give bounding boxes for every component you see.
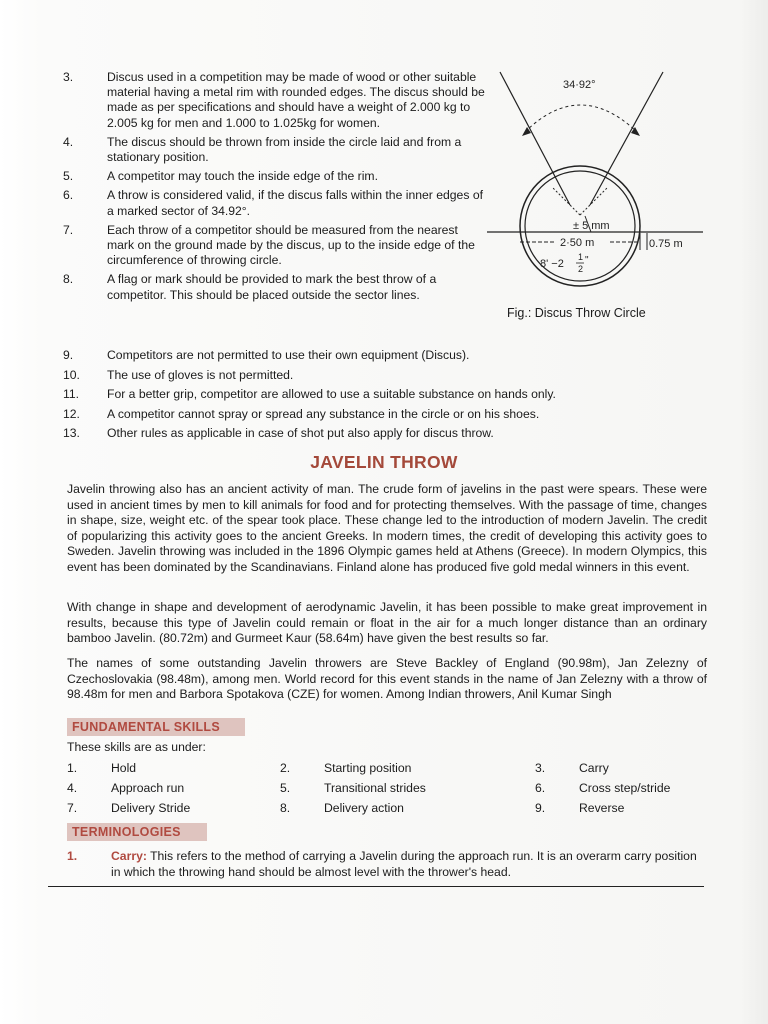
skills-row [67,758,707,778]
rule-item: 10. The use of gloves is not permitted. [63,367,294,382]
rule-item: 12. A competitor cannot spray or spread any substance in the circle or on his shoes. [63,406,540,421]
terminologies-heading: TERMINOLOGIES [67,823,207,841]
rule-item: 11. For a better grip, competitor are allowed to use a suitable substance on hands only. [63,387,556,402]
fundamental-skills-heading: FUNDAMENTAL SKILLS [67,718,245,736]
skill-item: 6. Cross step/stride [535,781,671,795]
rule-item: 6. A throw is considered valid, if the discus falls within the inner edges of a marked sector of 34.92°. [63,188,483,218]
bottom-divider [48,886,704,887]
terminology-item: 1. Carry: This refers to the method of carrying a Javelin during the approach run. It is an overarm carry position in which the throwing hand should be almost level with the thrower's head. [67,849,697,879]
rule-item: 3. Discus used in a competition may be made of wood or other suitable material having a metal rim with rounded edges. The discus should be made as per specifications and should have a weight of 2.000 kg to 2.005 kg for men and 1.000 to 1.025kg for women. [63,70,485,130]
skill-item: 5. Transitional strides [280,781,426,795]
term-definition: This refers to the method of carrying a Javelin during the approach run. It is an overarm carry position in which the throwing hand should be almost level with the thrower's head. [111,849,697,879]
sector-line-right [590,72,663,205]
javelin-heading: JAVELIN THROW [310,452,458,472]
tolerance-label: ± 5 mm [573,220,610,232]
skill-item: 4. Approach run [67,781,185,795]
feet-fraction-numerator: 1 [578,252,584,262]
rule-item: 7. Each throw of a competitor should be measured from the nearest mark on the ground made by the discus, up to the inside edge of the circumference of throwing circle. [63,222,475,268]
inch-mark: " [585,255,589,266]
center-dash [553,188,580,215]
skill-item: 7. Delivery Stride [67,801,191,815]
skill-item: 3. Carry [535,761,609,775]
skills-row [67,778,707,798]
term-label: Carry: [111,849,147,863]
figure-caption: Fig.: Discus Throw Circle [507,306,646,320]
rule-item: 8. A flag or mark should be provided to mark the best throw of a competitor. This should be placed outside the sector lines. [63,272,437,302]
sector-line-left [500,72,570,205]
skills-list [67,758,707,818]
rule-item: 9. Competitors are not permitted to use their own equipment (Discus). [63,348,470,362]
discus-rules-bottom [63,348,703,446]
rule-item: 13. Other rules as applicable in case of shot put also apply for discus throw. [63,426,494,441]
skill-item: 2. Starting position [280,761,412,775]
center-dash [580,188,607,215]
rule-item: 5. A competitor may touch the inside edge of the rim. [63,169,378,184]
rule-item: 4. The discus should be thrown from inside the circle laid and from a stationary position. [63,134,462,165]
discus-circle-diagram [485,70,705,310]
feet-label: 8' −2 [540,258,564,270]
skills-row [67,798,707,818]
angle-label: 34·92° [563,79,596,91]
diameter-label: 2·50 m [560,237,595,249]
skill-item: 9. Reverse [535,801,625,815]
paragraph-history: Javelin throwing also has an ancient activity of man. The crude form of javelins in the past were spears. These were used in ancient times by men to kill animals for food and for protecting themselves. With the passage of time, changes in shape, size, weight etc. of the spear took place. These change led to the introduction of modern Javelin. The credit of popularizing this activity goes to the ancient Greeks. In modern times, the credit of developing this activity goes to Sweden. Javelin throwing was included in the 1896 Olympic games held at Athens (Greece). In modern Olympics, this event has been dominated by the Scandinavians. Finland alone has produced five gold medal winners in this event. [67,482,707,574]
feet-fraction-denominator: 2 [578,264,584,274]
offset-label: 0.75 m [649,238,683,250]
angle-arc [525,105,637,132]
skill-item: 1. Hold [67,761,137,775]
paragraph-throwers: The names of some outstanding Javelin throwers are Steve Backley of England (90.98m), Jan Zelezny of Czechoslovakia (98.48m), among men. World record for this event stands in the name of Jan Zelezny with a throw of 98.48m for men and Barbora Spotakova (CZE) for women. Among Indian throwers, Anil Kumar Singh [67,656,707,701]
discus-rules-top [63,70,488,307]
skills-intro: These skills are as under: [67,740,206,754]
paragraph-development: With change in shape and development of aerodynamic Javelin, it has been possible to make great improvement in results, because this type of Javelin could remain or float in the air for a much longer distance than an ordinary bamboo Javelin. (80.72m) and Gurmeet Kaur (58.64m) have given the best results so far. [67,600,707,645]
skill-item: 8. Delivery action [280,801,404,815]
